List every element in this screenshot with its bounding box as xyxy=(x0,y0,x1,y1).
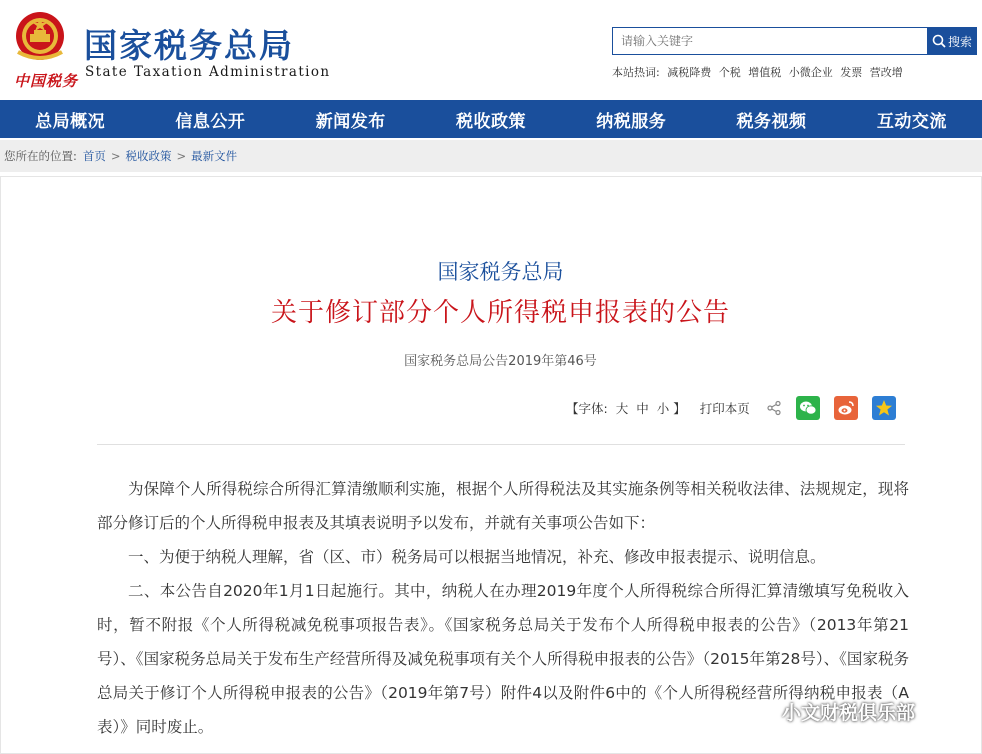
breadcrumb-prefix: 您所在的位置: xyxy=(4,149,77,163)
breadcrumb-home[interactable]: 首页 xyxy=(82,149,106,163)
share-icon[interactable] xyxy=(766,400,782,416)
search-button-label: 搜索 xyxy=(947,34,972,49)
article-toolbar xyxy=(566,392,896,424)
nav-item-tax-policy[interactable]: 税收政策 xyxy=(455,111,526,132)
nav-item-info-disclosure[interactable]: 信息公开 xyxy=(175,111,246,132)
article-divider xyxy=(97,444,905,445)
article-title: 关于修订部分个人所得税申报表的公告 xyxy=(270,298,730,328)
site-subtitle: State Taxation Administration xyxy=(85,64,331,80)
qzone-icon xyxy=(875,399,893,417)
weibo-share-button[interactable] xyxy=(834,396,858,420)
breadcrumb xyxy=(0,140,982,172)
breadcrumb-separator: > xyxy=(176,149,187,163)
font-large-button[interactable]: 大 xyxy=(615,401,629,416)
article-paragraph: 为保障个人所得税综合所得汇算清缴顺利实施，根据个人所得税法及其实施条例等相关税收法律、法规规定，现将部分修订后的个人所得税申报表及其填表说明予以发布，并就有关事项公告如下： xyxy=(97,480,909,532)
search-button[interactable] xyxy=(927,27,977,55)
hot-word-link[interactable]: 减税降费 xyxy=(667,66,712,79)
nav-item-video[interactable]: 税务视频 xyxy=(736,111,807,132)
article-paragraph: 一、为便于纳税人理解，省（区、市）税务局可以根据当地情况，补充、修改申报表提示、说明信息。 xyxy=(128,548,826,566)
site-title[interactable]: 国家税务总局 xyxy=(84,26,294,65)
nav-item-tax-service[interactable]: 纳税服务 xyxy=(596,111,667,132)
wechat-share-button[interactable] xyxy=(796,396,820,420)
emblem-caption: 中国税务 xyxy=(14,72,79,90)
national-emblem-icon xyxy=(8,8,72,68)
search-icon xyxy=(932,34,946,48)
font-small-button[interactable]: 小 xyxy=(656,401,670,416)
hot-word-link[interactable]: 发票 xyxy=(840,66,863,79)
hot-word-link[interactable]: 小微企业 xyxy=(788,66,833,79)
font-medium-button[interactable]: 中 xyxy=(636,401,649,416)
hot-words-label: 本站热词: xyxy=(612,66,660,79)
font-size-close: 】 xyxy=(673,401,686,416)
nav-item-news[interactable]: 新闻发布 xyxy=(315,111,386,132)
watermark xyxy=(752,698,915,725)
qzone-share-button[interactable] xyxy=(872,396,896,420)
print-button[interactable]: 打印本页 xyxy=(699,401,750,416)
article-number: 国家税务总局公告2019年第46号 xyxy=(404,354,597,369)
nav-item-interaction[interactable]: 互动交流 xyxy=(876,111,947,132)
search-input[interactable] xyxy=(613,28,927,54)
main-nav xyxy=(0,100,982,138)
font-size-label: 【字体: xyxy=(566,401,608,416)
search-box xyxy=(612,27,928,55)
weibo-icon xyxy=(837,400,855,416)
hot-word-link[interactable]: 增值税 xyxy=(748,66,782,79)
nav-item-overview[interactable]: 总局概况 xyxy=(35,111,106,132)
watermark-chat-icon xyxy=(752,701,778,723)
watermark-text: 小文财税俱乐部 xyxy=(782,702,916,724)
article-paragraph: 二、本公告自2020年1月1日起施行。其中，纳税人在办理2019年度个人所得税综合所得汇算清缴填写免税收入时，暂不附报《个人所得税减免税事项报告表》。《国家税务总局关于发布个人所得税申报表的公告》（2013年第21号）、《国家税务总局关于发布生产经营所得及减免税事项有关个人所得税申报表的公告》（2015年第28号）、《国家税务总局关于修订个人所得税申报表的公告》（2019年第7号）附件4以及附件6中的《个人所得税经营所得纳税申报表（A表）》同时废止。 xyxy=(97,582,909,736)
breadcrumb-latest-docs[interactable]: 最新文件 xyxy=(191,149,238,163)
breadcrumb-tax-policy[interactable]: 税收政策 xyxy=(125,149,172,163)
wechat-icon xyxy=(799,400,817,416)
article-issuer: 国家税务总局 xyxy=(437,260,564,284)
hot-word-link[interactable]: 营改增 xyxy=(869,66,903,79)
breadcrumb-separator: > xyxy=(110,149,121,163)
hot-words xyxy=(612,64,907,80)
hot-word-link[interactable]: 个税 xyxy=(718,66,741,79)
site-header xyxy=(0,0,982,100)
